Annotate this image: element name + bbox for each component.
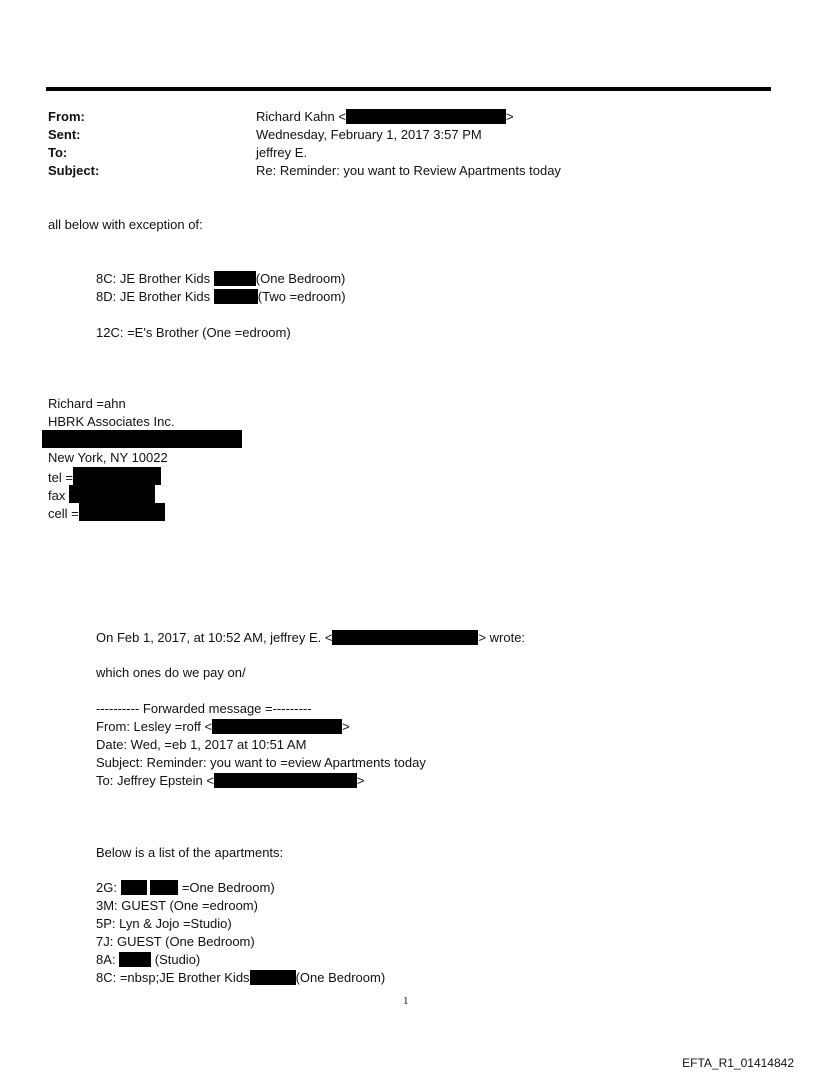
signature-fax bbox=[48, 485, 155, 504]
quote-question: which ones do we pay on/ bbox=[96, 665, 246, 680]
redaction-box bbox=[121, 880, 147, 895]
subject-label: Subject: bbox=[48, 163, 100, 178]
apartment-5p: 5P: Lyn & Jojo =Studio) bbox=[96, 916, 232, 931]
apartment-2g bbox=[96, 879, 275, 896]
from-value bbox=[256, 108, 514, 125]
apartment-2g-label: 2G: bbox=[96, 880, 121, 895]
apartment-8a-label: 8A: bbox=[96, 952, 120, 967]
page-number: 1 bbox=[403, 995, 409, 1007]
redaction-box bbox=[119, 952, 151, 967]
exception-8d-type: (Two =edroom) bbox=[257, 289, 346, 304]
from-close: > bbox=[505, 109, 514, 124]
exception-8c bbox=[96, 270, 345, 287]
apartment-2g-type: =One Bedroom) bbox=[178, 880, 275, 895]
redaction-box bbox=[150, 880, 178, 895]
redaction-box bbox=[332, 630, 478, 645]
to-value: jeffrey E. bbox=[256, 145, 308, 160]
apartment-8c bbox=[96, 969, 385, 986]
redaction-box bbox=[214, 773, 357, 788]
signature-company: HBRK Associates Inc. bbox=[48, 414, 175, 429]
redaction-box bbox=[212, 719, 342, 734]
exception-8d-text: 8D: JE Brother Kids bbox=[96, 289, 214, 304]
redaction-box bbox=[250, 970, 296, 985]
redaction-box bbox=[214, 271, 256, 286]
forward-from-text: From: Lesley =roff < bbox=[96, 719, 213, 734]
quote-attribution bbox=[96, 629, 525, 646]
forward-to-close: > bbox=[356, 773, 365, 788]
exception-8c-type: (One Bedroom) bbox=[255, 271, 346, 286]
forward-from-close: > bbox=[342, 719, 350, 734]
body-intro: all below with exception of: bbox=[48, 217, 203, 232]
attribution-wrote: > wrote: bbox=[478, 630, 526, 645]
sent-label: Sent: bbox=[48, 127, 81, 142]
tel-label: tel = bbox=[48, 470, 73, 485]
exception-12c: 12C: =E's Brother (One =edroom) bbox=[96, 325, 291, 340]
redaction-box bbox=[214, 289, 258, 304]
apartment-7j: 7J: GUEST (One Bedroom) bbox=[96, 934, 255, 949]
exception-8c-text: 8C: JE Brother Kids bbox=[96, 271, 214, 286]
to-label: To: bbox=[48, 145, 68, 160]
forward-date: Date: Wed, =eb 1, 2017 at 10:51 AM bbox=[96, 737, 307, 752]
forward-to bbox=[96, 772, 365, 789]
apartment-3m: 3M: GUEST (One =edroom) bbox=[96, 898, 258, 913]
redaction-box bbox=[69, 485, 155, 503]
apartment-8a bbox=[96, 951, 200, 968]
forward-subject: Subject: Reminder: you want to =eview Apartments today bbox=[96, 755, 426, 770]
apartment-list-intro: Below is a list of the apartments: bbox=[96, 845, 284, 860]
apartment-8c-label: 8C: =nbsp;JE Brother Kids bbox=[96, 970, 250, 985]
sent-value: Wednesday, February 1, 2017 3:57 PM bbox=[256, 127, 482, 142]
redaction-box bbox=[79, 503, 165, 521]
signature-city: New York, NY 10022 bbox=[48, 450, 168, 465]
redaction-box bbox=[346, 109, 506, 124]
forward-to-text: To: Jeffrey Epstein < bbox=[96, 773, 214, 788]
header-rule bbox=[46, 87, 771, 91]
signature-cell bbox=[48, 503, 165, 522]
from-label: From: bbox=[48, 109, 85, 124]
fax-label: fax bbox=[48, 488, 66, 503]
forward-from bbox=[96, 718, 350, 735]
apartment-8c-type: (One Bedroom) bbox=[295, 970, 386, 985]
redaction-box bbox=[73, 467, 161, 485]
redaction-box bbox=[42, 430, 242, 448]
forward-divider: ---------- Forwarded message =--------- bbox=[96, 701, 312, 716]
exception-8d bbox=[96, 288, 346, 305]
attribution-text: On Feb 1, 2017, at 10:52 AM, jeffrey E. < bbox=[96, 630, 333, 645]
apartment-8a-type: (Studio) bbox=[151, 952, 201, 967]
signature-name: Richard =ahn bbox=[48, 396, 126, 411]
cell-label: cell = bbox=[48, 506, 79, 521]
subject-value: Re: Reminder: you want to Review Apartments today bbox=[256, 163, 561, 178]
signature-tel bbox=[48, 467, 161, 486]
document-id: EFTA_R1_01414842 bbox=[682, 1056, 794, 1070]
from-name: Richard Kahn < bbox=[256, 109, 346, 124]
